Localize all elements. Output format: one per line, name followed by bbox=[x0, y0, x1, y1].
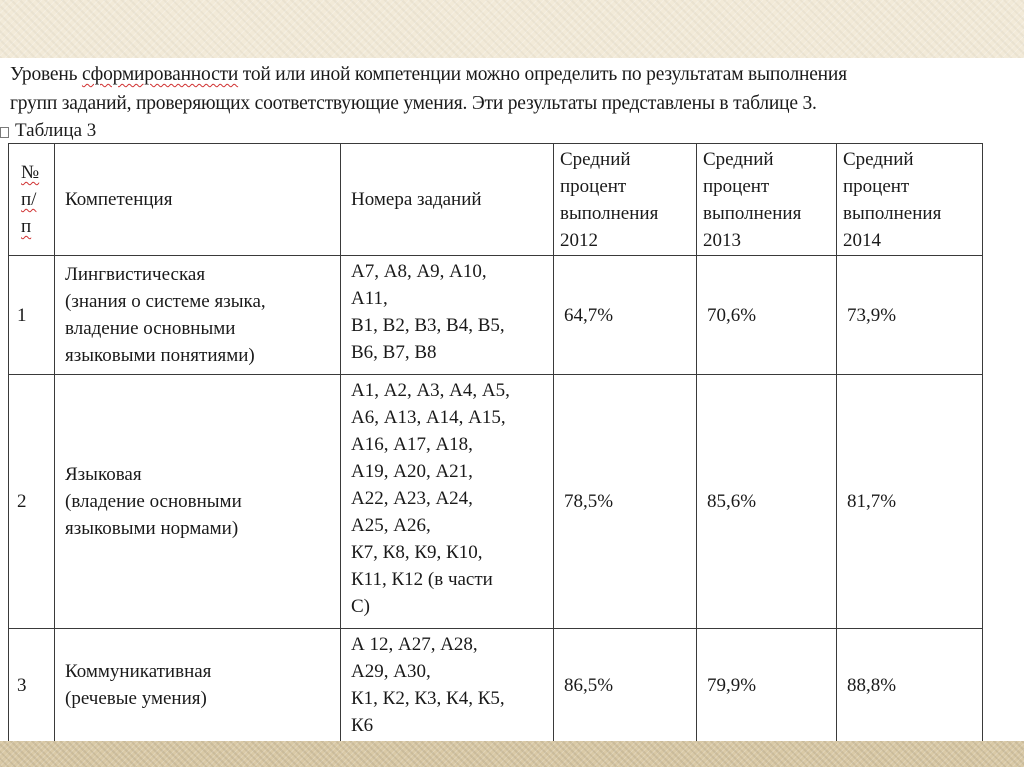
header-tasks: Номера заданий bbox=[341, 144, 554, 256]
intro-line-1-start: Уровень bbox=[10, 64, 82, 85]
row-tasks: А1, А2, А3, А4, А5, А6, А13, А14, А15, А16, А17, А18, А19, А20, А21, А22, А23, А24, А25, А26, К7, К8, К9, К10, К11, К12 (в части С) bbox=[341, 375, 554, 629]
row-number: 1 bbox=[9, 256, 55, 375]
row-competence: Языковая (владение основными языковыми нормами) bbox=[55, 375, 341, 629]
value-2012: 64,7% bbox=[554, 256, 697, 375]
value-2013: 79,9% bbox=[697, 629, 837, 742]
table-header-row bbox=[9, 144, 983, 256]
table-caption: Таблица 3 bbox=[15, 120, 97, 141]
bottom-decorative-band bbox=[0, 741, 1024, 767]
results-table bbox=[8, 143, 983, 742]
row-number: 3 bbox=[9, 629, 55, 742]
intro-line-1-end: той или иной компетенции можно определить по результатам выполнения bbox=[238, 64, 847, 85]
value-2012: 86,5% bbox=[554, 629, 697, 742]
value-2012: 78,5% bbox=[554, 375, 697, 629]
row-tasks: А 12, А27, А28, А29, А30, К1, К2, К3, К4, К5, К6 bbox=[341, 629, 554, 742]
row-competence: Коммуникативная (речевые умения) bbox=[55, 629, 341, 742]
table-row bbox=[9, 256, 983, 375]
table-row bbox=[9, 375, 983, 629]
header-year-2012: Средний процент выполнения 2012 bbox=[554, 144, 697, 256]
row-tasks: А7, А8, А9, А10, А11, В1, В2, В3, В4, В5, В6, В7, В8 bbox=[341, 256, 554, 375]
top-decorative-band bbox=[0, 0, 1024, 58]
row-competence: Лингвистическая (знания о системе языка, владение основными языковыми понятиями) bbox=[55, 256, 341, 375]
value-2014: 81,7% bbox=[837, 375, 983, 629]
intro-line-1 bbox=[10, 60, 1022, 89]
table-row bbox=[9, 629, 983, 742]
header-competence: Компетенция bbox=[55, 144, 341, 256]
value-2014: 88,8% bbox=[837, 629, 983, 742]
spellcheck-flagged-word: сформированности bbox=[81, 64, 239, 85]
header-year-2013: Средний процент выполнения 2013 bbox=[697, 144, 837, 256]
header-number: № п/ п bbox=[9, 144, 55, 256]
table-anchor-icon[interactable] bbox=[0, 127, 9, 138]
value-2014: 73,9% bbox=[837, 256, 983, 375]
value-2013: 85,6% bbox=[697, 375, 837, 629]
header-year-2014: Средний процент выполнения 2014 bbox=[837, 144, 983, 256]
intro-paragraph bbox=[10, 60, 1022, 118]
row-number: 2 bbox=[9, 375, 55, 629]
intro-line-2: групп заданий, проверяющих соответствующие умения. Эти результаты представлены в таблице 3. bbox=[10, 93, 817, 114]
value-2013: 70,6% bbox=[697, 256, 837, 375]
